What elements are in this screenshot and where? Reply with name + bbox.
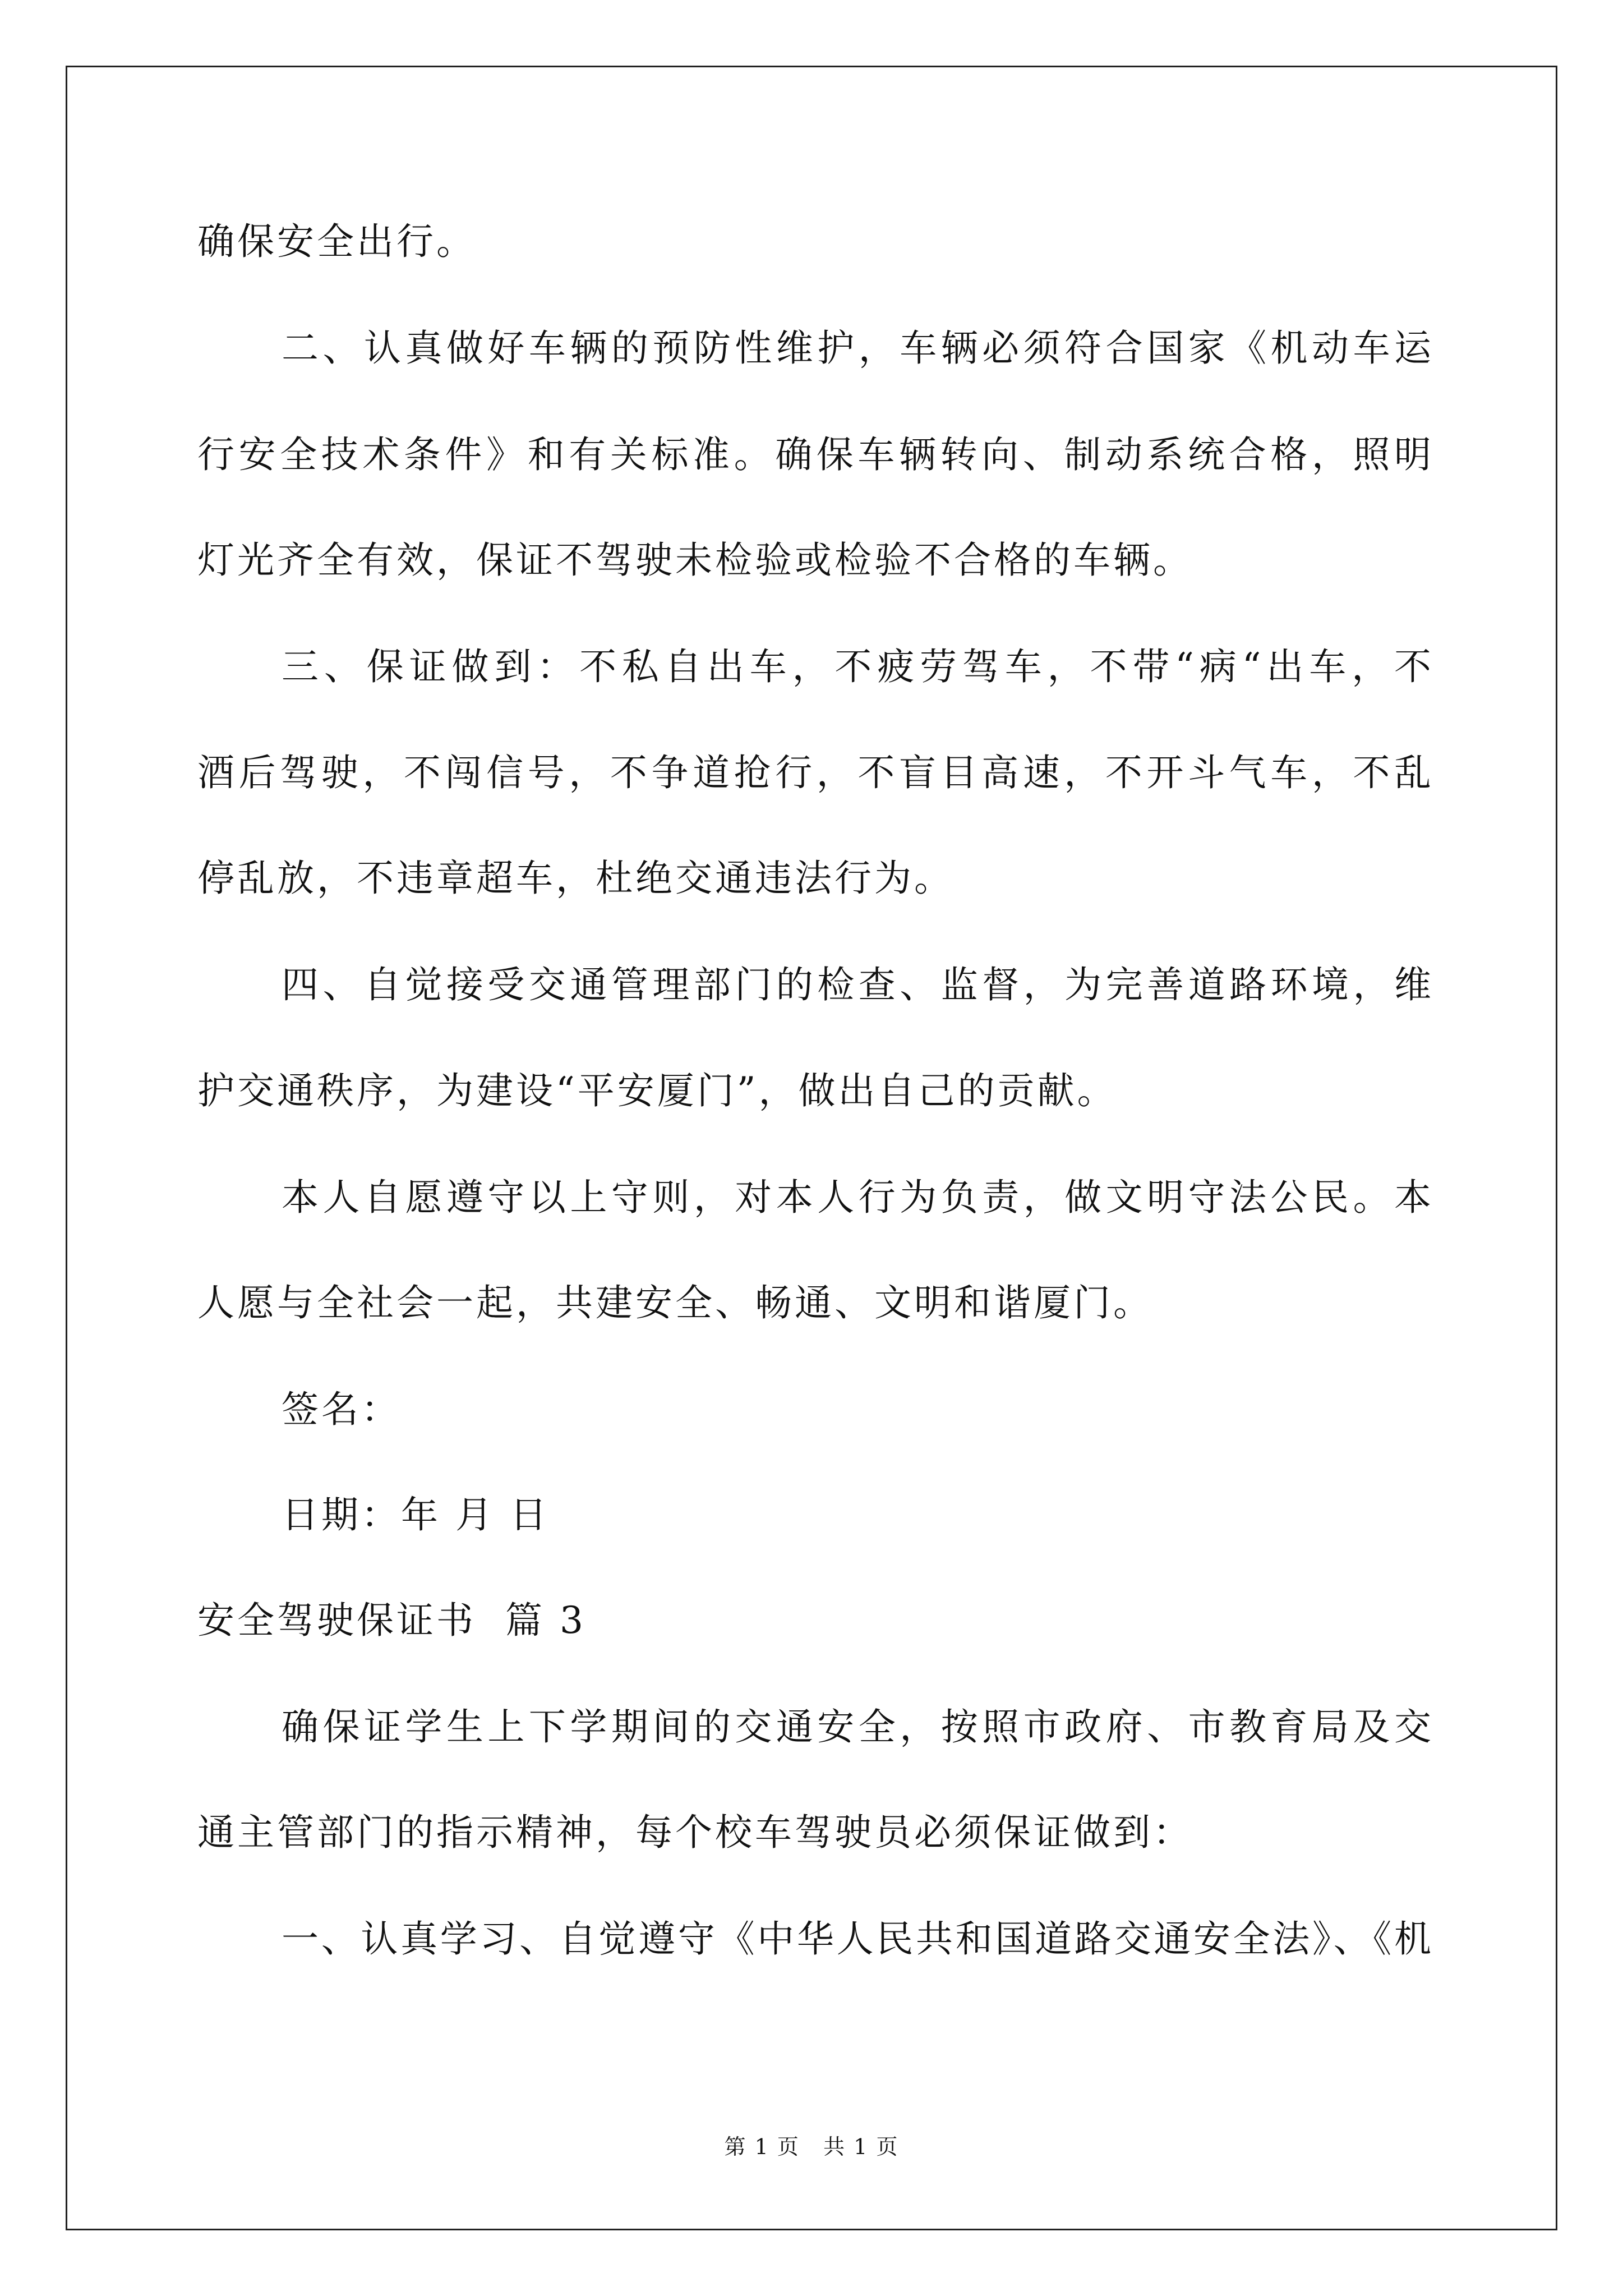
text-line: 确保证学生上下学期间的交通安全，按照市政府、市教育局及交 — [282, 1705, 1431, 1749]
text-line: 通主管部门的指示精神，每个校车驾驶员必须保证做到： — [197, 1811, 1193, 1854]
text-line: 三、保证做到：不私自出车，不疲劳驾车，不带“病“出车，不 — [282, 645, 1431, 688]
text-line: 护交通秩序，为建设“平安厦门”，做出自己的贡献。 — [197, 1069, 1117, 1112]
section-heading: 安全驾驶保证书 篇 3 — [197, 1599, 586, 1642]
text-line: 本人自愿遵守以上守则，对本人行为负责，做文明守法公民。本 — [282, 1176, 1431, 1219]
text-line: 四、自觉接受交通管理部门的检查、监督，为完善道路环境，维 — [282, 963, 1431, 1006]
text-line: 一、认真学习、自觉遵守《中华人民共和国道路交通安全法》、《机 — [282, 1917, 1431, 1961]
date-label: 日期：年 月 日 — [282, 1493, 550, 1536]
text-line: 人愿与全社会一起，共建安全、畅通、文明和谐厦门。 — [197, 1281, 1153, 1324]
text-line: 确保安全出行。 — [197, 220, 476, 263]
page-border — [66, 66, 1557, 2230]
text-line: 灯光齐全有效，保证不驾驶未检验或检验不合格的车辆。 — [197, 539, 1193, 582]
signature-label: 签名： — [282, 1388, 401, 1431]
text-line: 二、认真做好车辆的预防性维护，车辆必须符合国家《机动车运 — [282, 326, 1431, 370]
text-line: 停乱放，不违章超车，杜绝交通违法行为。 — [197, 857, 954, 900]
text-line: 行安全技术条件》和有关标准。确保车辆转向、制动系统合格，照明 — [197, 433, 1431, 476]
text-line: 酒后驾驶，不闯信号，不争道抢行，不盲目高速，不开斗气车，不乱 — [197, 751, 1431, 794]
page-footer: 第 1 页 共 1 页 — [724, 2134, 899, 2159]
